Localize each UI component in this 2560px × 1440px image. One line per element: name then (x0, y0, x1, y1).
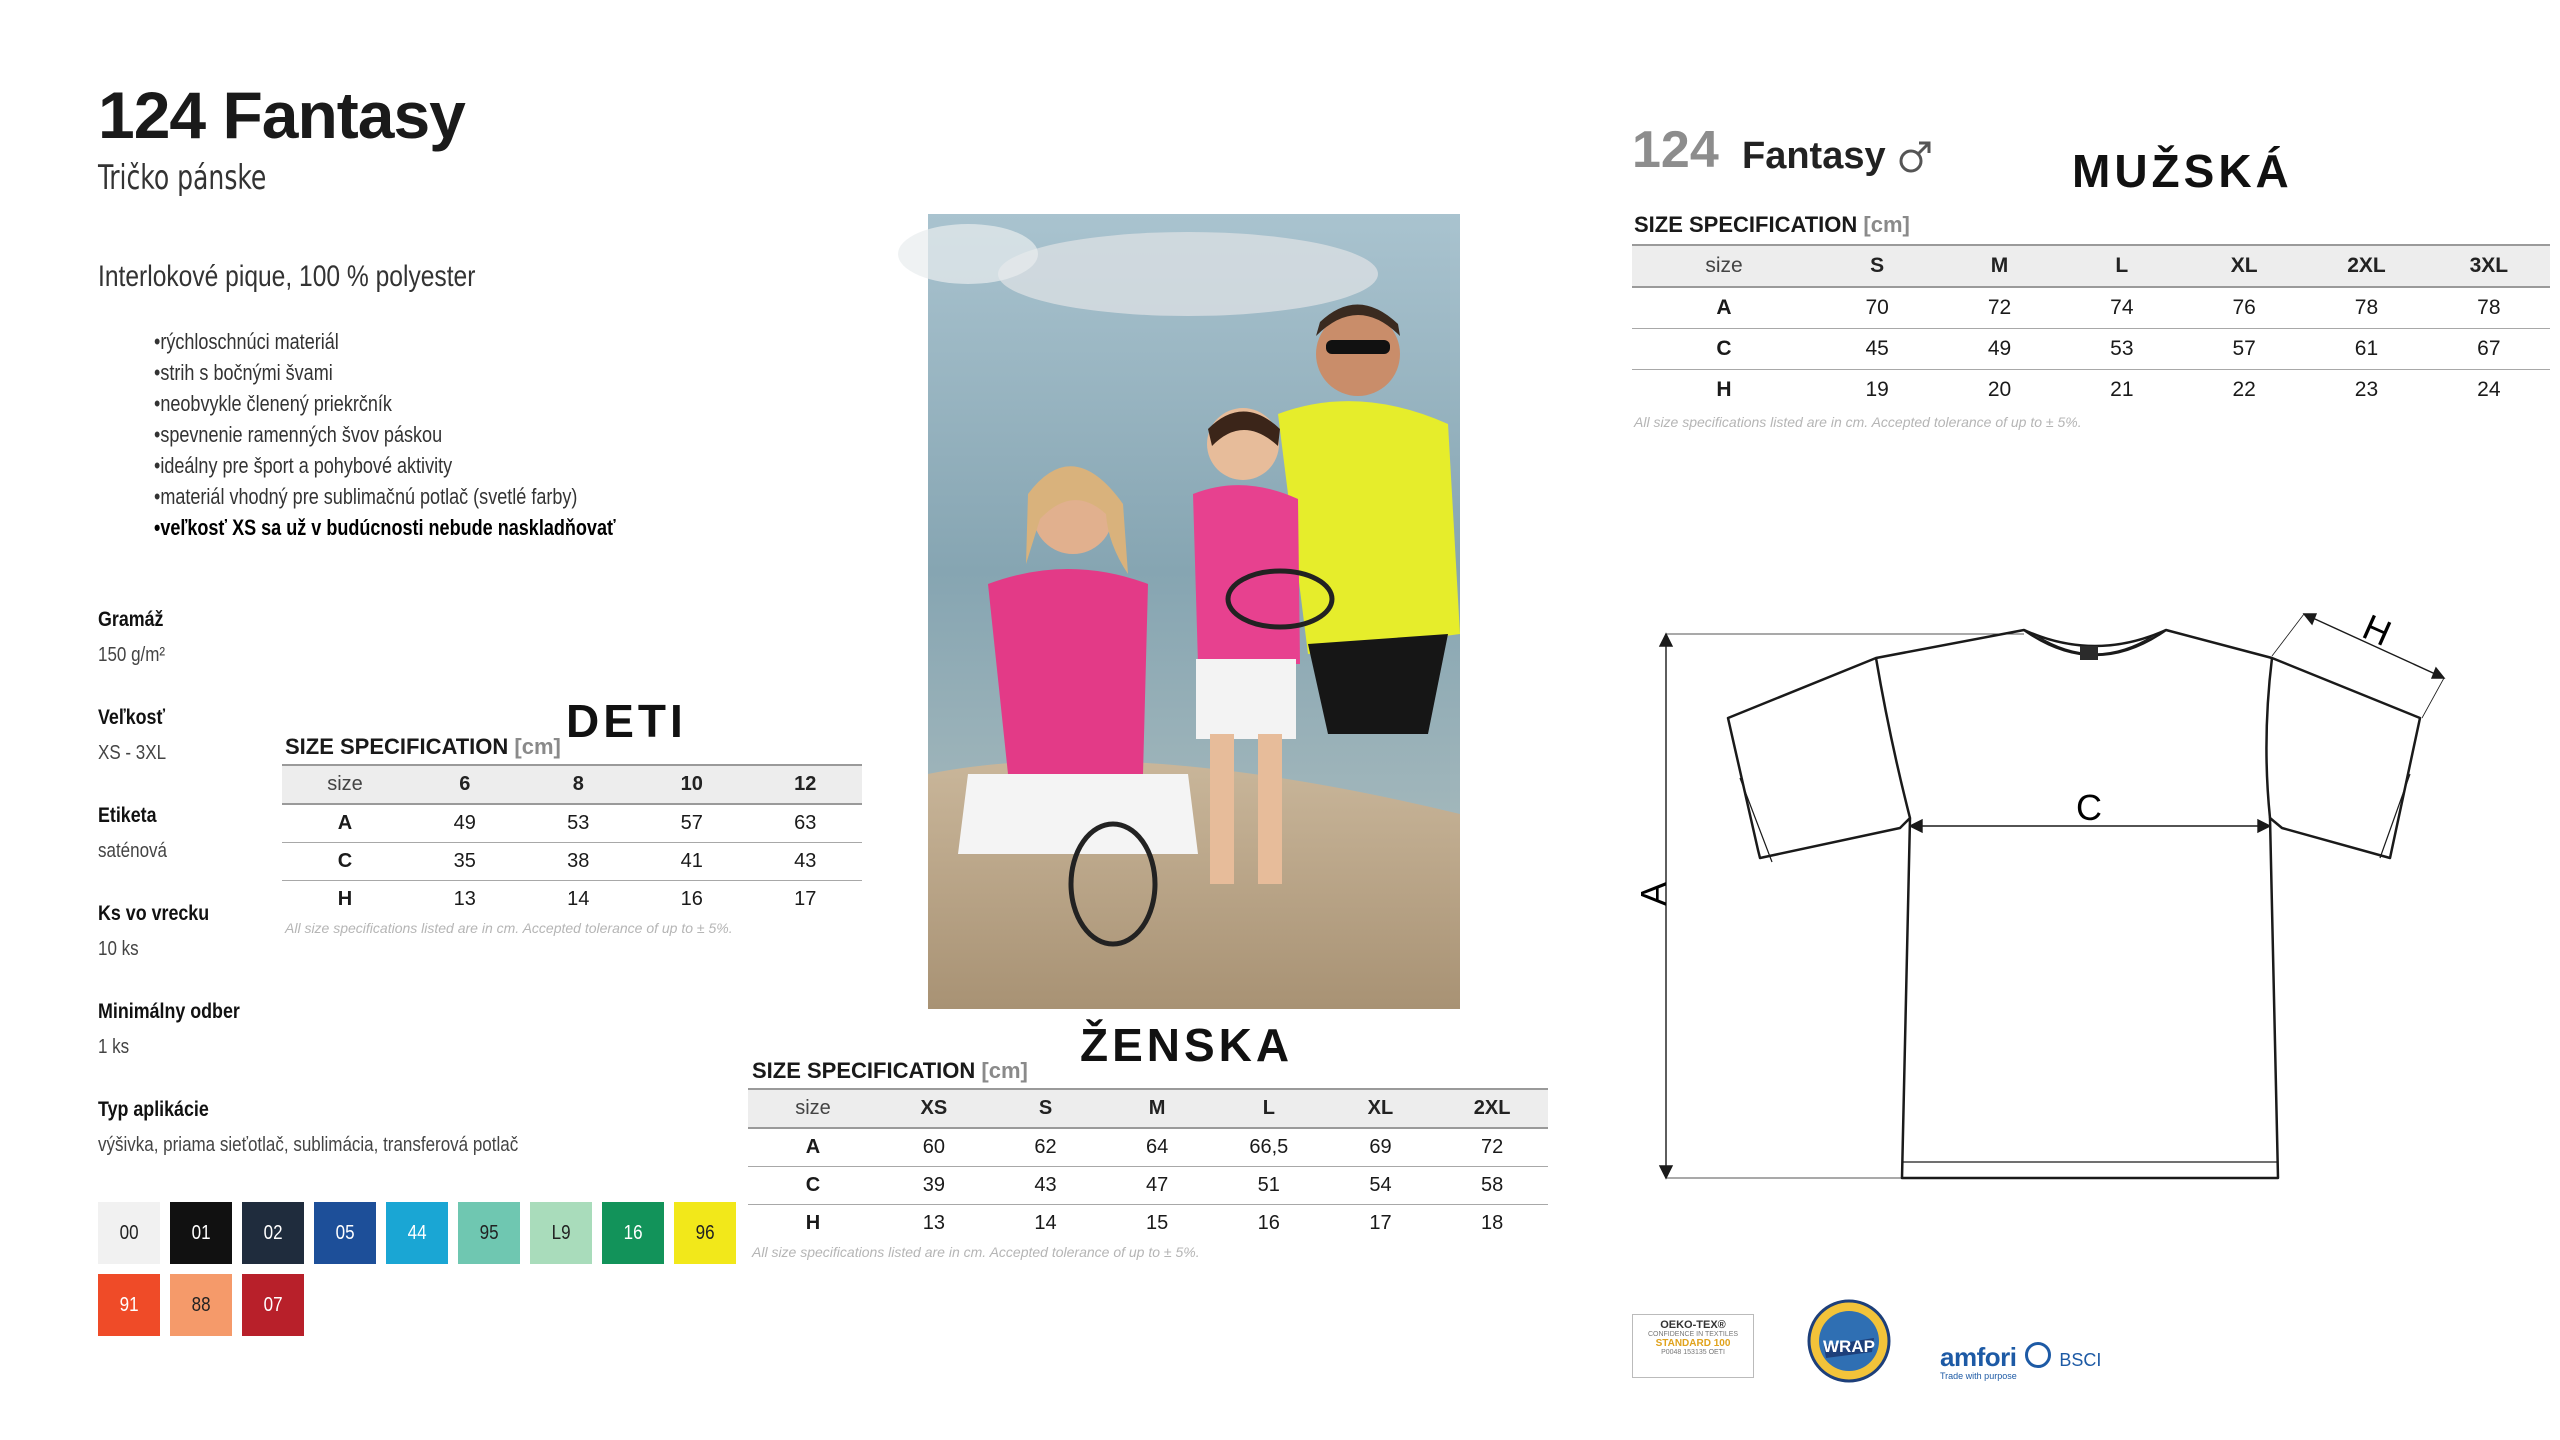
product-title: 124 Fantasy (98, 78, 465, 152)
color-code: 00 (119, 1221, 139, 1244)
table-row (1632, 370, 2550, 411)
feature-item-highlight: • veľkosť XS sa už v budúcnosti nebude naskladňovať (154, 512, 616, 543)
diagram-label-h: H (2356, 605, 2398, 654)
spec-caption-unit: [cm] (981, 1058, 1028, 1083)
table-row (1632, 329, 2550, 370)
men-spec-caption (1634, 212, 1910, 238)
women-tolerance-note: All size specifications listed are in cm. Accepted tolerance of up to ± 5%. (752, 1244, 1200, 1260)
kids-tolerance-note: All size specifications listed are in cm. Accepted tolerance of up to ± 5%. (285, 920, 733, 936)
color-swatch-05 (314, 1202, 376, 1264)
table-row (748, 1128, 1548, 1167)
color-code: 01 (191, 1221, 211, 1244)
color-swatch-01 (170, 1202, 232, 1264)
table-cell: 15 (1146, 1212, 1169, 1234)
table-cell: 47 (1146, 1174, 1169, 1196)
color-code: 44 (407, 1221, 427, 1244)
table-cell: 57 (680, 812, 703, 834)
tshirt-measurement-diagram (1633, 600, 2470, 1200)
color-swatch-07 (242, 1274, 304, 1336)
color-code: 02 (263, 1221, 283, 1244)
table-cell: 74 (2110, 296, 2134, 319)
table-cell: 78 (2354, 296, 2379, 319)
table-cell: 76 (2232, 296, 2256, 319)
table-cell: 54 (1369, 1174, 1392, 1196)
table-cell: 14 (1034, 1212, 1057, 1234)
spec-min-order (98, 1000, 240, 1059)
table-cell: 43 (1034, 1174, 1057, 1196)
table-row (282, 881, 862, 919)
table-cell: 45 (1865, 337, 1889, 360)
women-spec-caption (752, 1058, 1028, 1084)
spec-caption-text: SIZE SPECIFICATION (1634, 212, 1858, 237)
table-header-cell: 12 (794, 773, 817, 795)
table-cell: C (1716, 337, 1732, 360)
table-cell: 22 (2232, 378, 2256, 401)
table-cell: 69 (1369, 1136, 1392, 1158)
amfori-bsci-logo (1940, 1342, 2101, 1381)
product-subtitle: Tričko pánske (98, 158, 267, 198)
family-photo (928, 214, 1460, 1009)
spec-caption-text: SIZE SPECIFICATION (752, 1058, 976, 1083)
table-cell: 16 (680, 888, 703, 910)
table-cell: 35 (453, 850, 476, 872)
spec-label-type (98, 804, 167, 863)
spec-caption-text: SIZE SPECIFICATION (285, 734, 509, 759)
oeko-subtitle: CONFIDENCE IN TEXTILES (1647, 1331, 1739, 1338)
table-cell: 51 (1257, 1174, 1280, 1196)
spec-weight (98, 608, 165, 667)
table-cell: 78 (2477, 296, 2501, 319)
table-cell: 41 (680, 850, 703, 872)
feature-item: • strih s bočnými švami (154, 357, 616, 388)
table-header-cell: L (2115, 254, 2129, 277)
spec-value: 150 g/m² (98, 644, 166, 666)
table-cell: 19 (1865, 378, 1889, 401)
table-row (282, 843, 862, 881)
spec-label: Veľkosť (98, 706, 166, 729)
table-header-cell: 6 (459, 773, 471, 795)
table-header-cell: 2XL (1473, 1097, 1511, 1119)
table-header-cell: 3XL (2469, 254, 2509, 277)
women-heading: ŽENSKA (1080, 1019, 1294, 1071)
table-cell: H (337, 888, 353, 910)
spec-label: Typ aplikácie (98, 1098, 209, 1121)
men-size-table (1632, 244, 2550, 410)
color-swatch-95 (458, 1202, 520, 1264)
color-swatch-L9 (530, 1202, 592, 1264)
table-row (748, 1205, 1548, 1243)
men-tolerance-note: All size specifications listed are in cm. Accepted tolerance of up to ± 5%. (1634, 414, 2082, 430)
spec-label: Minimálny odber (98, 1000, 240, 1023)
feature-item: • spevnenie ramenných švov páskou (154, 419, 616, 450)
table-cell: 17 (1369, 1212, 1392, 1234)
color-swatches-row-2 (98, 1274, 708, 1336)
table-cell: H (805, 1212, 821, 1234)
spec-caption-unit: [cm] (1863, 212, 1910, 237)
feature-item: • rýchloschnúci materiál (154, 326, 616, 357)
table-cell: 43 (794, 850, 817, 872)
table-cell: 70 (1865, 296, 1889, 319)
color-swatch-16 (602, 1202, 664, 1264)
wrap-text: WRAP (1823, 1337, 1875, 1356)
oeko-title: OEKO-TEX® (1660, 1319, 1726, 1331)
table-cell: 14 (567, 888, 590, 910)
table-header-cell: L (1262, 1097, 1275, 1119)
table-cell: 72 (1987, 296, 2012, 319)
spec-pieces-per-bag (98, 902, 209, 961)
table-cell: 62 (1034, 1136, 1057, 1158)
diagram-label-a: A (1633, 881, 1674, 906)
table-cell: 13 (453, 888, 476, 910)
table-cell: 39 (922, 1174, 945, 1196)
feature-list (154, 326, 616, 543)
table-row (282, 804, 862, 843)
women-size-table (748, 1088, 1548, 1242)
color-code: 96 (695, 1221, 715, 1244)
spec-label: Etiketa (98, 804, 157, 827)
table-cell: 49 (1987, 337, 2012, 360)
kids-spec-caption (285, 734, 561, 760)
oeko-standard: STANDARD 100 (1655, 1338, 1731, 1349)
amfori-tagline: Trade with purpose (1940, 1371, 2017, 1381)
table-cell: 58 (1481, 1174, 1504, 1196)
color-swatch-91 (98, 1274, 160, 1336)
color-code: 07 (263, 1293, 283, 1316)
table-row (1632, 287, 2550, 329)
table-cell: 23 (2354, 378, 2379, 401)
table-cell: 13 (922, 1212, 945, 1234)
men-heading: MUŽSKÁ (2072, 145, 2293, 197)
color-code: 91 (119, 1293, 139, 1316)
table-header-cell: XL (2230, 254, 2258, 277)
table-cell: 49 (453, 812, 476, 834)
table-cell: 38 (567, 850, 590, 872)
table-header-cell: S (1038, 1097, 1053, 1119)
spec-label: Gramáž (98, 608, 164, 631)
bsci-text: BSCI (2059, 1350, 2102, 1370)
table-cell: 17 (794, 888, 817, 910)
spec-application-type (98, 1098, 518, 1157)
color-code: 16 (623, 1221, 643, 1244)
table-cell: C (337, 850, 353, 872)
amfori-icon (2025, 1342, 2051, 1368)
color-code: 95 (479, 1221, 499, 1244)
table-cell: C (805, 1174, 821, 1196)
color-swatch-88 (170, 1274, 232, 1336)
table-cell: 64 (1146, 1136, 1169, 1158)
spec-value: saténová (98, 840, 167, 862)
table-cell: 16 (1257, 1212, 1280, 1234)
table-cell: 61 (2354, 337, 2379, 360)
spec-label: Ks vo vrecku (98, 902, 210, 925)
color-swatch-00 (98, 1202, 160, 1264)
table-header-cell: XL (1367, 1097, 1394, 1119)
table-cell: 53 (2110, 337, 2134, 360)
table-cell: H (1716, 378, 1732, 401)
table-cell: 60 (922, 1136, 945, 1158)
color-code: 88 (191, 1293, 211, 1316)
table-cell: 24 (2477, 378, 2501, 401)
color-swatch-44 (386, 1202, 448, 1264)
diagram-label-c: C (2076, 787, 2102, 828)
spec-value: výšivka, priama sieťotlač, sublimácia, transferová potlač (98, 1134, 519, 1156)
table-header-cell: 10 (680, 773, 703, 795)
table-header-cell: M (1148, 1097, 1166, 1119)
table-cell: 63 (794, 812, 817, 834)
table-cell: 53 (567, 812, 590, 834)
table-cell: A (1716, 296, 1732, 319)
color-code: L9 (551, 1221, 571, 1244)
men-product-name: Fantasy (1742, 135, 1886, 177)
amfori-name: amfori (1940, 1342, 2017, 1372)
table-header-cell: 2XL (2347, 254, 2386, 277)
color-swatch-96 (674, 1202, 736, 1264)
men-product-code: 124 (1632, 121, 1719, 179)
spec-caption-unit: [cm] (514, 734, 561, 759)
color-swatch-02 (242, 1202, 304, 1264)
feature-item: • ideálny pre šport a pohybové aktivity (154, 450, 616, 481)
table-header-row (748, 1089, 1548, 1128)
table-header-cell: size (1705, 254, 1743, 277)
table-header-cell: S (1870, 254, 1885, 277)
color-code: 05 (335, 1221, 355, 1244)
oeko-code: P0048 153135 OETI (1661, 1349, 1725, 1356)
table-cell: 67 (2477, 337, 2501, 360)
table-cell: A (805, 1136, 821, 1158)
table-cell: 57 (2232, 337, 2256, 360)
table-header-cell: XS (920, 1097, 948, 1119)
table-cell: 72 (1481, 1136, 1504, 1158)
oeko-tex-logo (1632, 1314, 1754, 1378)
table-header-cell: 8 (572, 773, 584, 795)
table-row (748, 1167, 1548, 1205)
kids-size-table (282, 764, 862, 918)
spec-value: 10 ks (98, 938, 139, 960)
feature-item: • neobvykle členený priekrčník (154, 388, 616, 419)
table-cell: 18 (1481, 1212, 1504, 1234)
wrap-certification-logo (1806, 1298, 1892, 1384)
table-cell: 21 (2110, 378, 2134, 401)
kids-heading: DETI (566, 695, 687, 747)
feature-item: • materiál vhodný pre sublimačnú potlač (svetlé farby) (154, 481, 616, 512)
table-header-cell: size (327, 773, 363, 795)
table-header-cell: size (795, 1097, 831, 1119)
spec-value: XS - 3XL (98, 742, 167, 764)
color-swatches-row-1 (98, 1202, 715, 1264)
table-cell: A (337, 812, 353, 834)
table-header-cell: M (1990, 254, 2009, 277)
spec-size (98, 706, 166, 765)
table-cell: 20 (1987, 378, 2012, 401)
table-cell: 66,5 (1249, 1136, 1289, 1158)
male-symbol-icon (1898, 140, 1932, 174)
table-header-row (1632, 245, 2550, 287)
spec-value: 1 ks (98, 1036, 130, 1058)
material-description: Interlokové pique, 100 % polyester (98, 260, 476, 293)
table-header-row (282, 765, 862, 804)
